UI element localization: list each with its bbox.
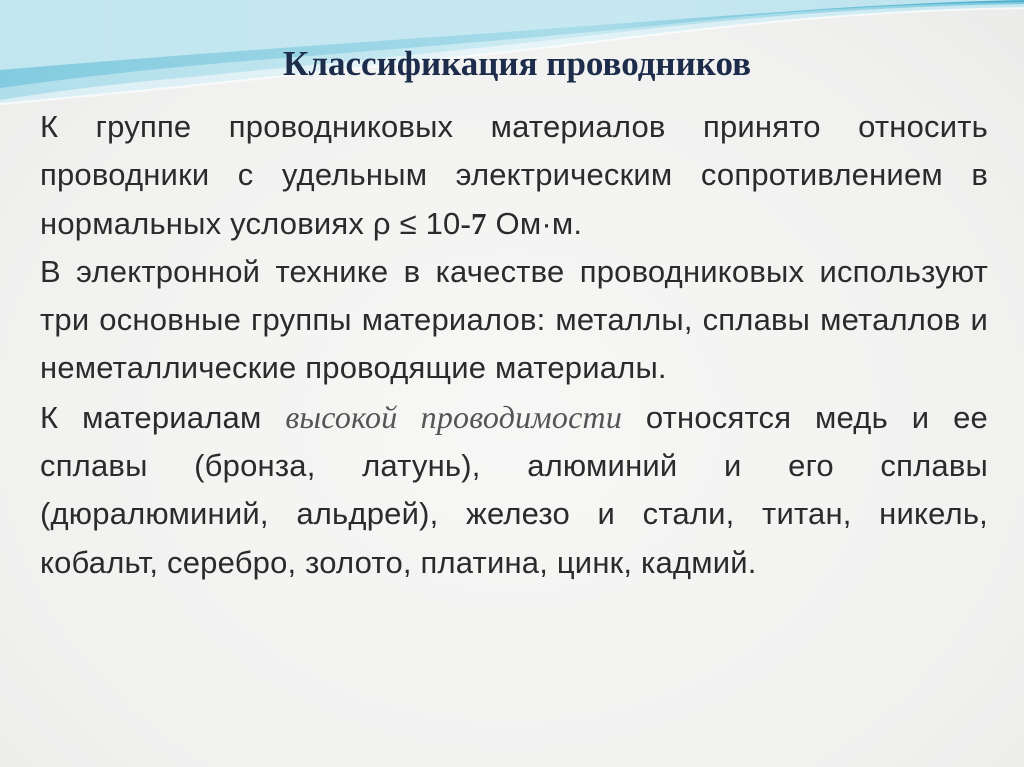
paragraph-high-conductivity [40, 393, 988, 587]
slide-body [40, 103, 988, 587]
resistivity-exponent: -7 [460, 205, 487, 241]
high-conductivity-emphasis: высокой проводимости [285, 398, 623, 435]
slide-title: Классификация проводников [283, 44, 751, 83]
paragraph-high-conductivity-lead: К материалам [40, 399, 286, 435]
paragraph-resistivity-text: К группе проводниковых материалов принято относить проводники с удельным электрическим сопротивлением в нормальных условиях ρ ≤ 10 [40, 109, 988, 241]
paragraph-material-groups: В электронной технике в качестве проводниковых используют три основные группы материалов: металлы, сплавы металлов и неметаллические проводящие материалы. [40, 253, 988, 386]
resistivity-unit: Ом·м. [486, 205, 583, 241]
paragraph-high-conductivity-list: относятся медь и ее сплавы (бронза, латунь), алюминий и его сплавы (дюралюминий, альдрей), железо и стали, титан, никель, кобальт, серебро, золото, платина, цинк, кадмий. [40, 399, 988, 580]
paragraph-resistivity [40, 103, 988, 248]
